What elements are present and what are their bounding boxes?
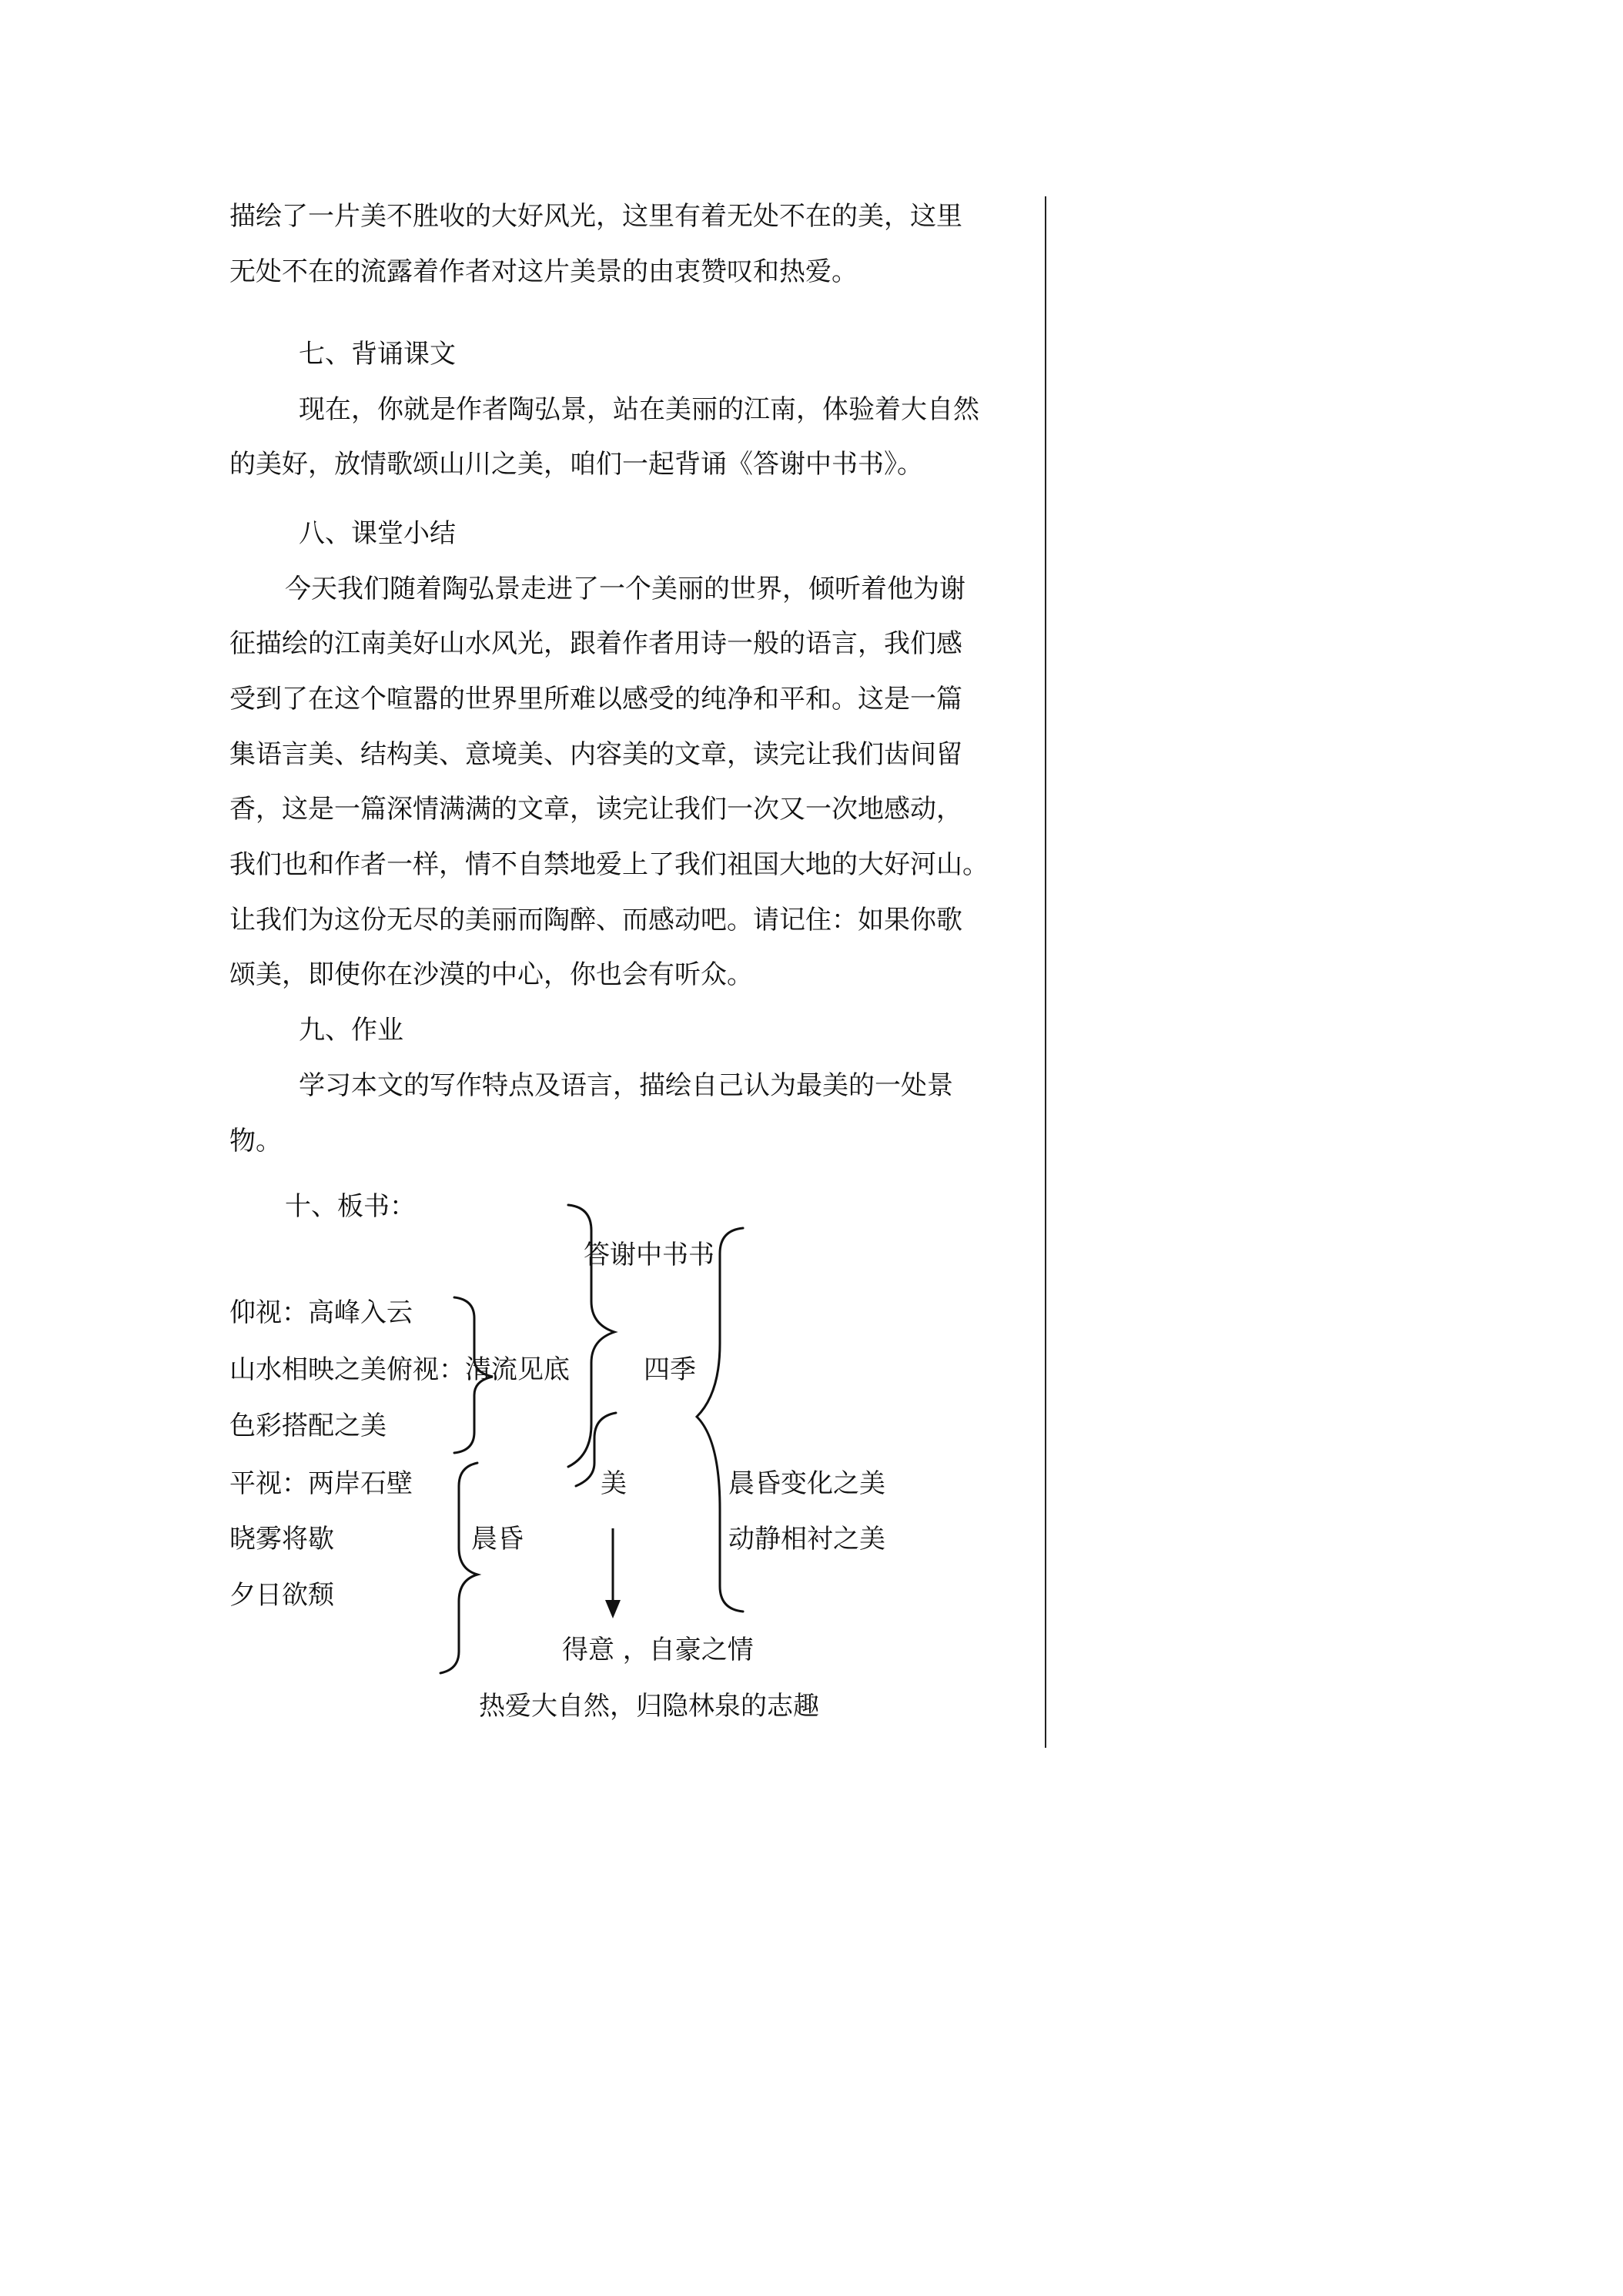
paragraph-line: 颂美，即使你在沙漠的中心，你也会有听众。 [229, 959, 753, 990]
paragraph-line: 物。 [229, 1126, 282, 1156]
paragraph-line: 现在，你就是作者陶弘景，站在美丽的江南，体验着大自然 [299, 394, 979, 425]
paragraph-line: 无处不在的流露着作者对这片美景的由衷赞叹和热爱。 [229, 256, 858, 287]
paragraph-line: 的美好，放情歌颂山川之美，咱们一起背诵《答谢中书书》。 [229, 449, 923, 480]
board-text: 晨昏变化之美 [728, 1468, 885, 1499]
board-text: 山水相映之美俯视：清流见底 [229, 1354, 570, 1385]
paragraph-line: 香，这是一篇深情满满的文章，读完让我们一次又一次地感动， [229, 794, 962, 825]
section-heading-7: 七、背诵课文 [299, 339, 456, 370]
board-text: 美 [601, 1468, 627, 1499]
paragraph-line: 征描绘的江南美好山水风光，跟着作者用诗一般的语言，我们感 [229, 628, 962, 659]
paragraph-line: 让我们为这份无尽的美丽而陶醉、而感动吧。请记住：如果你歌 [229, 905, 962, 935]
paragraph-line: 今天我们随着陶弘景走进了一个美丽的世界，倾听着他为谢 [285, 574, 965, 604]
section-heading-9: 九、作业 [299, 1015, 403, 1046]
section-heading-8: 八、课堂小结 [299, 518, 456, 549]
arrow-head [605, 1600, 621, 1618]
board-text: 动静相衬之美 [728, 1524, 885, 1555]
paragraph-line: 学习本文的写作特点及语言，描绘自己认为最美的一处景 [299, 1070, 953, 1101]
board-text: 色彩搭配之美 [229, 1411, 387, 1441]
section-heading-10: 十、板书： [285, 1191, 416, 1222]
brace-title [568, 1205, 614, 1467]
paragraph-line: 描绘了一片美不胜收的大好风光，这里有着无处不在的美，这里 [229, 201, 962, 232]
board-text: 仰视：高峰入云 [229, 1297, 413, 1328]
board-text: 平视：两岸石壁 [229, 1468, 413, 1499]
board-text: 晓雾将歇 [229, 1524, 334, 1555]
paragraph-line: 我们也和作者一样，情不自禁地爱上了我们祖国大地的大好河山。 [229, 849, 989, 880]
board-text: 夕日欲颓 [229, 1580, 334, 1611]
brace-mei [576, 1413, 616, 1486]
board-text: 热爱大自然，归隐林泉的志趣 [479, 1691, 819, 1722]
brace-views [454, 1297, 493, 1453]
board-text: 晨昏 [471, 1524, 524, 1555]
board-text: 四季 [644, 1354, 696, 1385]
paragraph-line: 集语言美、结构美、意境美、内容美的文章，读完让我们齿间留 [229, 739, 962, 770]
paragraph-line: 受到了在这个喧嚣的世界里所难以感受的纯净和平和。这是一篇 [229, 684, 962, 715]
board-text: 得意 ，自豪之情 [562, 1635, 754, 1665]
brace-siji [697, 1228, 743, 1612]
brace-chenhun [440, 1463, 477, 1673]
board-title: 答谢中书书 [584, 1240, 714, 1270]
